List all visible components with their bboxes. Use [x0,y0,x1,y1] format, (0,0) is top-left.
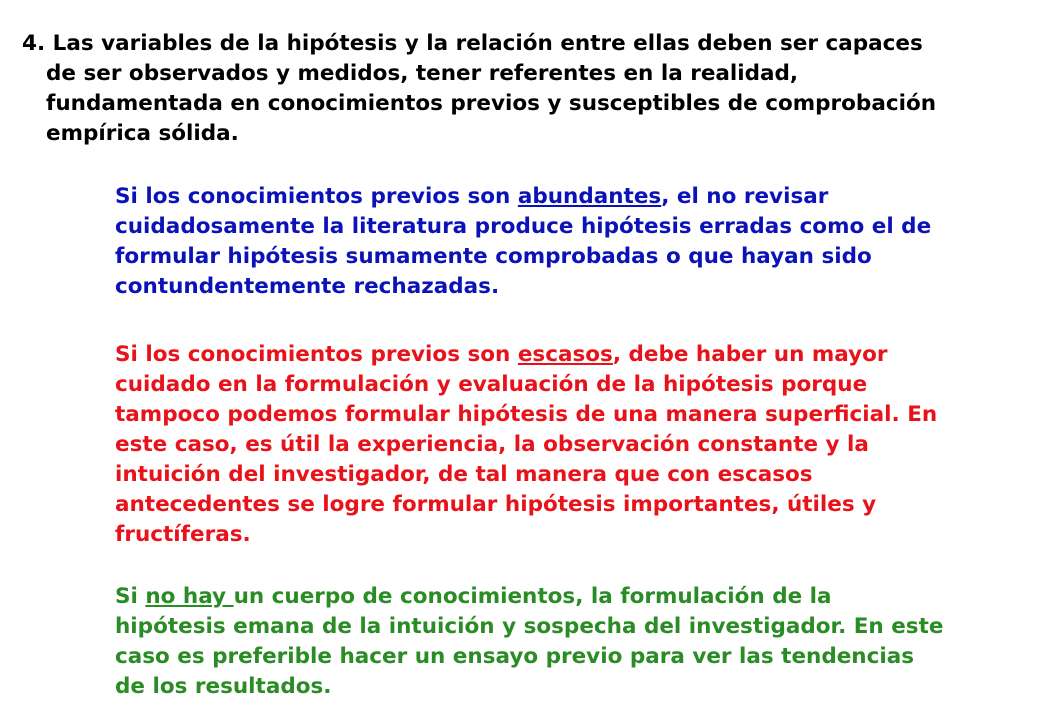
paragraph-abundant-body: , el no revisar cuidadosamente la literatura produce hipótesis erradas como el de formular hipótesis sumamente comprobadas o que hayan sido contundentemente rechazadas. [115,184,932,299]
paragraph-abundant-intro: Si los conocimientos previos son [115,184,518,209]
paragraph-scarce-knowledge [115,340,945,550]
paragraph-none-body: un cuerpo de conocimientos, la formulación de la hipótesis emana de la intuición y sospecha del investigador. En este caso es preferible hacer un ensayo previo para ver las tendencias de los resultados. [115,584,944,699]
paragraph-abundant-knowledge [115,182,945,302]
point-number: 4. [22,31,46,56]
underlined-term-no-hay: no hay [145,584,234,609]
underlined-term-escasos: escasos [517,342,613,367]
paragraph-no-knowledge [115,582,945,702]
paragraph-scarce-body: , debe haber un mayor cuidado en la formulación y evaluación de la hipótesis porque tampoco podemos formular hipótesis de una manera superficial. En este caso, es útil la experiencia, la observación constante y la intuición del investigador, de tal manera que con escasos antecedentes se logre formular hipótesis importantes, útiles y fructíferas. [115,342,938,547]
paragraph-none-intro: Si [115,584,146,609]
numbered-point-4 [22,29,946,149]
point-text: Las variables de la hipótesis y la relación entre ellas deben ser capaces de ser observados y medidos, tener referentes en la realidad, fundamentada en conocimientos previos y susceptibles de comprobación empírica sólida. [46,31,937,146]
underlined-term-abundantes: abundantes [517,184,662,209]
paragraph-scarce-intro: Si los conocimientos previos son [115,342,518,367]
